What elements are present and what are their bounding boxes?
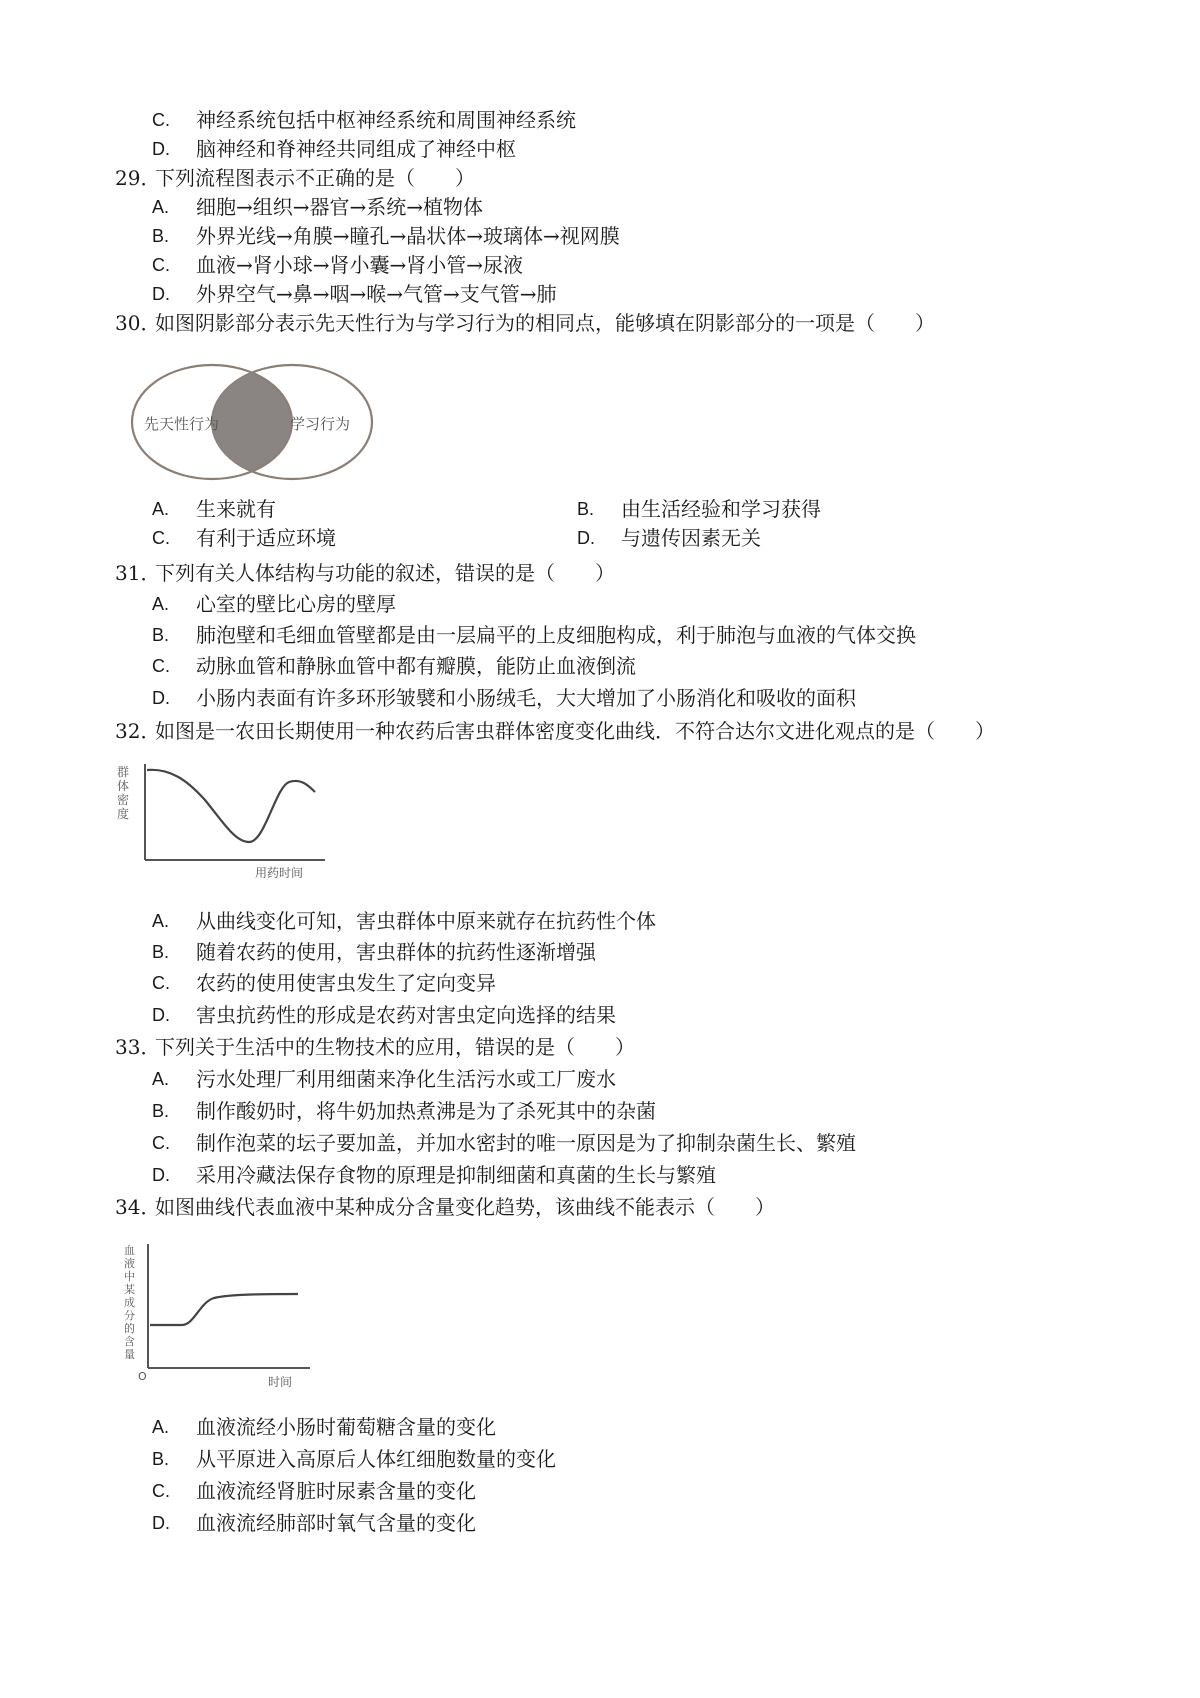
venn-left-label: 先天性行为 [144, 415, 220, 433]
option-letter: C. [152, 1133, 170, 1153]
venn-right-label: 学习行为 [290, 415, 351, 433]
question-number: 31． [115, 561, 161, 585]
y-label-char-3: 密 [117, 793, 130, 807]
y-label-char-4: 度 [117, 807, 130, 821]
option-text: 外界光线→角膜→瞳孔→晶状体→玻璃体→视网膜 [196, 224, 620, 248]
option-letter: D. [152, 688, 170, 708]
origin-label: O [138, 1370, 147, 1383]
option-text: 从曲线变化可知，害虫群体中原来就存在抗药性个体 [196, 909, 656, 933]
question-text: 如图是一农田长期使用一种农药后害虫群体密度变化曲线．不符合达尔文进化观点的是（ ） [155, 719, 995, 743]
option-text: 农药的使用使害虫发生了定向变异 [196, 971, 496, 995]
density-curve [147, 770, 315, 842]
option-letter: A. [152, 594, 170, 614]
y-label-char-8: 含 [124, 1335, 135, 1348]
option-text: 血液→肾小球→肾小囊→肾小管→尿液 [196, 253, 524, 277]
option-text: 动脉血管和静脉血管中都有瓣膜，能防止血液倒流 [196, 654, 636, 678]
y-label-char-1: 血 [124, 1244, 135, 1257]
option-letter: C. [152, 656, 170, 676]
option-letter: D. [152, 139, 170, 159]
option-letter: D. [152, 1005, 170, 1025]
option-letter: B. [152, 942, 170, 962]
option-text: 采用冷藏法保存食物的原理是抑制细菌和真菌的生长与繁殖 [196, 1163, 716, 1187]
y-label-char-2: 液 [124, 1257, 135, 1270]
x-axis-label: 时间 [268, 1375, 293, 1389]
option-text: 小肠内表面有许多环形皱襞和小肠绒毛，大大增加了小肠消化和吸收的面积 [196, 686, 856, 710]
x-axis-label: 用药时间 [255, 866, 304, 880]
option-letter: C. [152, 528, 170, 548]
pest-density-graph [115, 760, 335, 880]
option-text: 肺泡壁和毛细血管壁都是由一层扁平的上皮细胞构成，利于肺泡与血液的气体交换 [196, 623, 916, 647]
y-label-char-4: 某 [124, 1283, 135, 1296]
option-letter: D. [152, 284, 170, 304]
option-letter: A. [152, 1069, 170, 1089]
question-text: 下列关于生活中的生物技术的应用，错误的是（ ） [155, 1035, 635, 1059]
option-text: 与遗传因素无关 [621, 526, 761, 550]
option-text: 外界空气→鼻→咽→喉→气管→支气管→肺 [196, 282, 557, 306]
option-text: 脑神经和脊神经共同组成了神经中枢 [196, 137, 516, 161]
option-letter: A. [152, 197, 170, 217]
option-letter: B. [577, 499, 595, 519]
y-axis-label [124, 1244, 139, 1361]
question-number: 32． [115, 719, 161, 743]
option-text: 血液流经肺部时氧气含量的变化 [196, 1511, 476, 1535]
y-label-char-3: 中 [124, 1270, 135, 1283]
y-label-char-1: 群 [117, 765, 130, 779]
question-number: 30． [115, 311, 161, 335]
y-label-char-7: 的 [124, 1322, 135, 1335]
option-text: 心室的壁比心房的壁厚 [196, 592, 396, 616]
option-text: 血液流经小肠时葡萄糖含量的变化 [196, 1415, 496, 1439]
y-label-char-6: 分 [124, 1309, 135, 1322]
option-letter: B. [152, 1101, 170, 1121]
question-text: 下列有关人体结构与功能的叙述，错误的是（ ） [155, 561, 615, 585]
y-label-char-5: 成 [124, 1296, 135, 1309]
option-letter: C. [152, 110, 170, 130]
option-text: 神经系统包括中枢神经系统和周围神经系统 [196, 108, 576, 132]
option-letter: D. [152, 1513, 170, 1533]
question-text: 下列流程图表示不正确的是（ ） [155, 166, 475, 190]
option-text: 生来就有 [196, 497, 276, 521]
question-text: 如图曲线代表血液中某种成分含量变化趋势，该曲线不能表示（ ） [155, 1195, 775, 1219]
y-label-char-9: 量 [124, 1348, 135, 1361]
option-letter: A. [152, 1417, 170, 1437]
option-letter: A. [152, 499, 170, 519]
option-letter: B. [152, 625, 170, 645]
y-axis-label [117, 765, 133, 821]
y-label-char-2: 体 [117, 779, 130, 793]
option-letter: C. [152, 973, 170, 993]
question-number: 29． [115, 166, 161, 190]
option-letter: A. [152, 911, 170, 931]
option-text: 随着农药的使用，害虫群体的抗药性逐渐增强 [196, 940, 596, 964]
option-text: 制作泡菜的坛子要加盖，并加水密封的唯一原因是为了抑制杂菌生长、繁殖 [196, 1131, 856, 1155]
option-text: 污水处理厂利用细菌来净化生活污水或工厂废水 [196, 1067, 616, 1091]
option-text: 细胞→组织→器官→系统→植物体 [196, 195, 484, 219]
option-letter: D. [577, 528, 595, 548]
option-letter: C. [152, 255, 170, 275]
option-letter: D. [152, 1165, 170, 1185]
question-number: 33． [115, 1035, 161, 1059]
option-letter: C. [152, 1481, 170, 1501]
blood-component-graph [120, 1240, 320, 1390]
venn-diagram [130, 362, 375, 482]
option-text: 制作酸奶时，将牛奶加热煮沸是为了杀死其中的杂菌 [196, 1099, 656, 1123]
option-text: 从平原进入高原后人体红细胞数量的变化 [196, 1447, 556, 1471]
option-letter: B. [152, 226, 170, 246]
content-curve [150, 1294, 298, 1325]
option-text: 血液流经肾脏时尿素含量的变化 [196, 1479, 476, 1503]
option-letter: B. [152, 1449, 170, 1469]
option-text: 有利于适应环境 [196, 526, 336, 550]
option-text: 由生活经验和学习获得 [621, 497, 821, 521]
option-text: 害虫抗药性的形成是农药对害虫定向选择的结果 [196, 1003, 616, 1027]
question-text: 如图阴影部分表示先天性行为与学习行为的相同点，能够填在阴影部分的一项是（ ） [155, 311, 935, 335]
question-number: 34． [115, 1195, 161, 1219]
